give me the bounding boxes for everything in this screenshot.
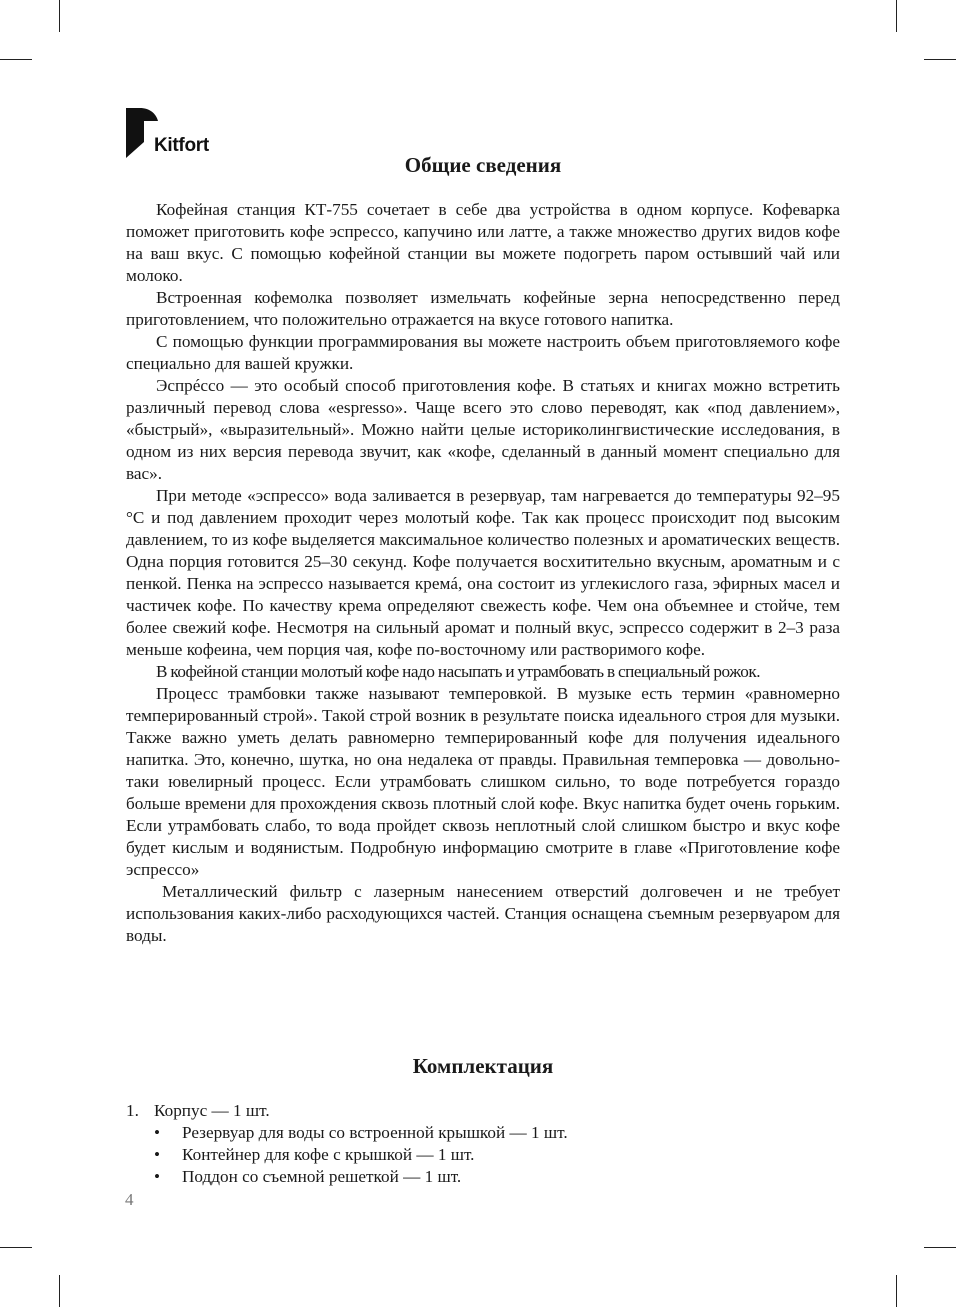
page-number: 4 — [125, 1190, 134, 1209]
paragraph: С помощью функции программирования вы можете настроить объем приготовляемого кофе специально для вашей кружки. — [126, 332, 840, 373]
paragraph: Эспрéссо — это особый способ приготовления кофе. В статьях и книгах можно встретить различный перевод слова «espresso». Чаще всего это слово переводят, как «под давлением», «быстрый», «выразительный». Можно найти целые историколингвистические исследования, в одном из них версия перевода звучит, как «кофе, сделанный в данный момент специально для вас». — [126, 376, 840, 483]
sub-list-item-label: Поддон со съемной решеткой — 1 шт. — [182, 1167, 462, 1186]
list-item — [126, 1100, 840, 1188]
sub-list-item-label: Резервуар для воды со встроенной крышкой — 1 шт. — [182, 1123, 568, 1142]
bullet-icon: • — [154, 1145, 161, 1164]
paragraph: Встроенная кофемолка позволяет измельчать кофейные зерна непосредственно перед приготовлением, что положительно отражается на вкусе готового напитка. — [126, 288, 840, 329]
kitfort-logo — [126, 108, 236, 158]
section-title-kit: Комплектация — [412, 1054, 554, 1078]
general-body — [126, 199, 840, 947]
crop-mark — [896, 0, 897, 32]
sub-list-item-label: Контейнер для кофе с крышкой — 1 шт. — [182, 1145, 475, 1164]
paragraph: При методе «эспрессо» вода заливается в резервуар, там нагревается до температуры 92–95 °С и под давлением проходит через молотый кофе. Так как процесс происходит под высоким давлением, то из кофе выделяется максимальное количество полезных и ароматических веществ. Одна порция готовится 25–30 секунд. Кофе получается восхитительно вкусным, ароматным и с пенкой. Пенка на эспрессо называется кремá, она состоит из углекислого газа, эфирных масел и частичек кофе. По качеству крема определяют свежесть кофе. Чем она объемнее и стойче, тем более свежий кофе. Несмотря на сильный аромат и полный вкус, эспрессо содержит в 2–3 раза меньше кофеина, чем порция чая, кофе по-восточному или растворимого кофе. — [126, 486, 840, 659]
sub-list — [126, 1122, 840, 1188]
paragraph: В кофейной станции молотый кофе надо насыпать и утрамбовать в специальный рожок. — [156, 662, 761, 681]
crop-mark — [0, 59, 32, 60]
kit-list — [126, 1100, 840, 1188]
crop-mark — [924, 1247, 956, 1248]
list-item-label: Корпус — 1 шт. — [154, 1101, 270, 1120]
sub-list-item — [154, 1144, 840, 1166]
paragraph: Процесс трамбовки также называют темперовкой. В музыке есть термин «равномерно темперированный строй». Такой строй возник в результате поиска идеального строя для музыки. Также важно уметь делать равномерно темперированный кофе для получения идеального напитка. Это, конечно, шутка, но она недалека от правды. Правильная темперовка — довольно-таки ювелирный процесс. Если утрамбовать слишком сильно, то воде потребуется гораздо больше времени для прохождения сквозь плотный слой кофе. Вкус напитка будет очень горьким. Если утрамбовать слабо, то вода пройдет сквозь неплотный слой слишком быстро и вкус кофе будет кислым и водянистым. Подробную информацию смотрите в главе «Приготовление кофе эспрессо» — [126, 684, 840, 879]
crop-mark — [59, 0, 60, 32]
crop-mark — [924, 59, 956, 60]
crop-mark — [0, 1247, 32, 1248]
list-number: 1. — [126, 1101, 139, 1120]
crop-mark — [896, 1275, 897, 1307]
section-title-general: Общие сведения — [404, 153, 562, 177]
bullet-icon: • — [154, 1167, 161, 1186]
bullet-icon: • — [154, 1123, 161, 1142]
logo-text: Kitfort — [154, 135, 209, 156]
sub-list-item — [154, 1166, 840, 1188]
paragraph: Кофейная станция КТ-755 сочетает в себе два устройства в одном корпусе. Кофеварка поможет приготовить кофе эспрессо, капучино или латте, а также множество других видов кофе на ваш вкус. С помощью кофейной станции вы можете подогреть паром остывший чай или молоко. — [126, 200, 840, 285]
sub-list-item — [154, 1122, 840, 1144]
crop-mark — [59, 1275, 60, 1307]
paragraph: Металлический фильтр с лазерным нанесением отверстий долговечен и не требует использования каких-либо расходующихся частей. Станция оснащена съемным резервуаром для воды. — [126, 882, 840, 945]
